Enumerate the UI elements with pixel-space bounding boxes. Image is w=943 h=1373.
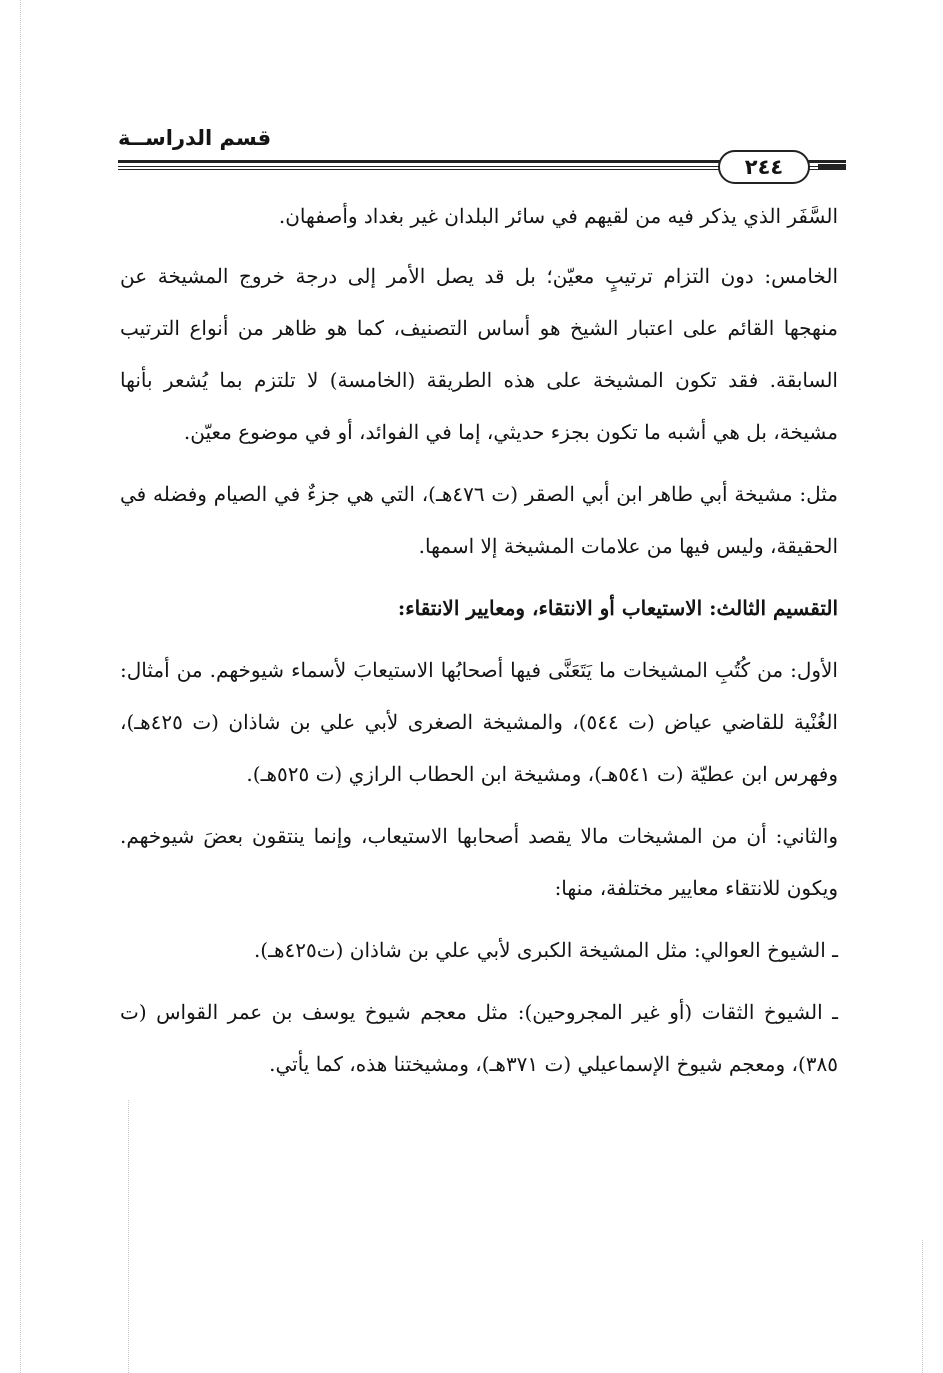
paragraph: السَّفَر الذي يذكر فيه من لقيهم في سائر البلدان غير بغداد وأصفهان. [278, 204, 838, 228]
page-number-badge [718, 150, 810, 184]
list-item: ـ الشيوخ الثقات (أو غير المجروحين): مثل معجم شيوخ يوسف بن عمر القواس (ت ٣٨٥)، ومعجم شيوخ الإسماعيلي (ت ٣٧١هـ)، ومشيختنا هذه، كما يأتي. [120, 1000, 839, 1076]
page-number: ٢٤٤ [744, 155, 784, 179]
scan-guide-line [20, 0, 21, 1373]
scan-guide-line [128, 1100, 129, 1373]
section-heading: التقسيم الثالث: الاستيعاب أو الانتقاء، ومعايير الانتقاء: [397, 596, 838, 620]
header-dash [818, 164, 846, 170]
paragraph: الخامس: دون التزام ترتيبٍ معيّن؛ بل قد يصل الأمر إلى درجة خروج المشيخة عن منهجها القائم على اعتبار الشيخ هو أساس التصنيف، كما هو ظاهر من أنواع الترتيب السابقة. فقد تكون المشيخة على هذه الطريقة (الخامسة) لا تلتزم بما يُشعر بأنها مشيخة، بل هي أشبه ما تكون بجزء حديثي، إما في الفوائد، أو في موضوع معيّن. [120, 264, 838, 444]
paragraph: الأول: من كُتُبِ المشيخات ما يَتَعَنَّى فيها أصحابُها الاستيعابَ لأسماء شيوخهم. من أمثال: الغُنْية للقاضي عياض (ت ٥٤٤)، والمشيخة الصغرى لأبي علي بن شاذان (ت ٤٢٥هـ)، وفهرس ابن عطيّة (ت ٥٤١هـ)، ومشيخة ابن الحطاب الرازي (ت ٥٢٥هـ). [120, 658, 838, 786]
scan-guide-line [922, 1240, 923, 1373]
list-item: ـ الشيوخ العوالي: مثل المشيخة الكبرى لأبي علي بن شاذان (ت٤٢٥هـ). [253, 938, 838, 962]
paragraph: مثل: مشيخة أبي طاهر ابن أبي الصقر (ت ٤٧٦هـ)، التي هي جزءٌ في الصيام وفضله في الحقيقة، وليس فيها من علامات المشيخة إلا اسمها. [120, 482, 838, 558]
body-text [120, 190, 838, 1100]
running-title: قسم الدراســة [118, 126, 272, 150]
paragraph: والثاني: أن من المشيخات مالا يقصد أصحابها الاستيعاب، وإنما ينتقون بعضَ شيوخهم. ويكون للانتقاء معايير مختلفة، منها: [120, 824, 838, 900]
